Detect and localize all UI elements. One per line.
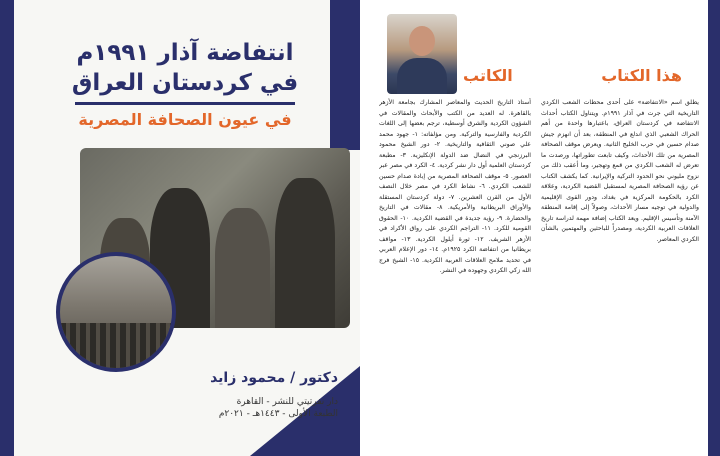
cover-title-line2: في كردستان العراق [71, 70, 299, 96]
label-author: الكاتب [463, 66, 513, 85]
publisher-line1: دار نفرتيتي للنشر - القاهرة [236, 397, 338, 407]
cover-title-line1: انتفاضة آذار ١٩٩١م [76, 40, 294, 66]
author-bio-paragraph: أستاذ التاريخ الحديث والمعاصر المشارك بجامعة الأزهر بالقاهرة. له العديد من الكتب والأبحاث والمقالات في الشؤون الكردية والشرق أوسطية، ترجم بعضها إلى اللغات الكردية والفارسية والتركية. ومن مؤلفاته: ١- جهود محمد علي صوني الثقافية والتاريخية. ٢- دور الشيخ محمود البرزنجي في النضال ضد الدولة الإنكليزية. ٣- مطبعة كردستان العلمية أول دار نشر كردية. ٤- الكرد في مصر عبر العصور. ٥- موقف الصحافة المصرية من إبادة صدام حسين للشعب الكردي. ٦- نشاط الكرد في مصر خلال النصف الأول من القرن العشرين. ٧- دولة كردستان المستقلة والأوراق البريطانية والأمريكية. ٨- مقالات في التاريخ والحضارة. ٩- رؤية جديدة في القضية الكردية. ١٠- الحقوق القومية للكرد. ١١- التراجم الكردي على رواق الأكراد في الأزهر الشريف. ١٢- ثورة أيلول الكردية. ١٣- مواقف بريطانيا من انتفاضة الكرد ١٩٢٥م. ١٤- دور الإعلام العربي في تحديد ملامح العلاقات العربية الكردية. ١٥- الشيخ فرج الله زكي الكردي وجهوده في النشر. [379, 99, 531, 274]
book-description-paragraph: يطلق اسم «الانتفاضة» على أحدى محطات الشعب الكردي التاريخية التي جرت في آذار ١٩٩١م. ويتناول الكتاب أحداث الانتفاضة في كردستان العراق، باعتبارها واحدة من أهم الحراك الشعبي الذي اندلع في المنطقة، بعد أن انهزم جيش صدام حسين في حرب الخليج الثانية. ويعرض موقف الصحافة المصرية من تلك الأحداث، وكيف تابعت تطوراتها، ورصدت ما تعرض له الشعب الكردي من قمع وتهجير، وما أعقب ذلك من نزوح مليوني نحو الحدود التركية والإيرانية. كما يكشف الكتاب عن رؤية الصحافة المصرية لمستقبل القضية الكردية، وعلاقة الكرد بالحكومة المركزية في بغداد، ودور القوى الإقليمية والدولية في توجيه مسار الأحداث، وصولاً إلى إقامة المنطقة الآمنة وتأسيس الإقليم. ويعد الكتاب إضافة مهمة لدراسة تاريخ العلاقات العربية الكردية، ومصدراً للباحثين والمهتمين بالشأن الكردي المعاصر. [541, 99, 699, 243]
back-cover [365, 0, 720, 456]
cover-subtitle: في عيون الصحافة المصرية [78, 110, 292, 129]
author-portrait [387, 14, 457, 94]
book-description-text [541, 98, 699, 443]
navy-band-right [708, 0, 720, 456]
cover-title-block [30, 38, 340, 131]
cover-author-name: دكتور / محمود زايد [210, 370, 338, 386]
publisher-line2: الطبعة الأولى - ١٤٤٣هـ - ٢٠٢١م [218, 409, 338, 419]
title-divider [75, 102, 295, 105]
navy-band-left [0, 0, 14, 456]
cover-publisher [219, 396, 338, 420]
cover-photo-crowd [56, 252, 176, 372]
author-bio-text [379, 98, 531, 443]
label-this-book: هذا الكتاب [601, 66, 682, 85]
